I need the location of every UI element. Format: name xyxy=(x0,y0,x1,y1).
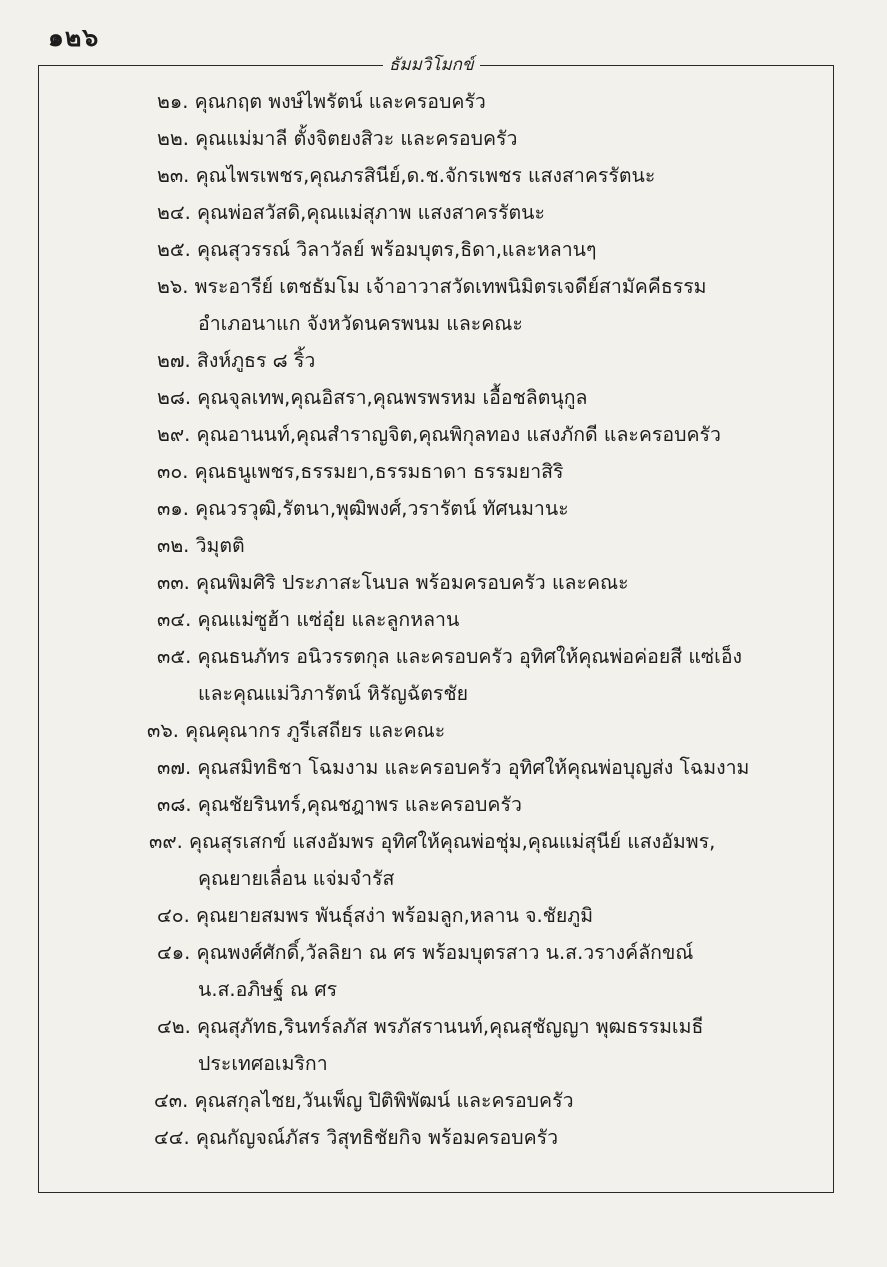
list-item xyxy=(0,268,887,342)
list-item xyxy=(0,379,887,416)
donor-list xyxy=(0,83,887,1156)
entry-line: ๔๒. คุณสุภัทธ,รินทร์ลภัส พรภัสรานนท์,คุณสุชัญญา พุฒธรรมเมธี xyxy=(157,1015,704,1038)
entry-line: ๒๙. คุณอานนท์,คุณสำราญจิต,คุณพิกุลทอง แสงภักดี และครอบครัว xyxy=(157,423,721,446)
list-item xyxy=(0,342,887,379)
entry-line: ๓๘. คุณชัยรินทร์,คุณชฎาพร และครอบครัว xyxy=(157,793,522,816)
entry-line: ๓๒. วิมุตติ xyxy=(157,534,245,557)
header-title: ธัมมวิโมกข์ xyxy=(383,54,480,76)
entry-line: ๔๔. คุณกัญจณ์ภัสร วิสุทธิชัยกิจ พร้อมครอบครัว xyxy=(154,1126,559,1149)
entry-line: ๓๐. คุณธนูเพชร,ธรรมยา,ธรรมธาดา ธรรมยาสิริ xyxy=(157,460,564,483)
entry-line: ๓๗. คุณสมิทธิชา โฉมงาม และครอบครัว อุทิศให้คุณพ่อบุญส่ง โฉมงาม xyxy=(157,756,750,779)
list-item xyxy=(0,194,887,231)
list-item xyxy=(0,231,887,268)
entry-line: ๓๔. คุณแม่ซูฮ้า แซ่อุ๋ย และลูกหลาน xyxy=(157,608,460,631)
list-item xyxy=(0,83,887,120)
entry-line: ๒๓. คุณไพรเพชร,คุณภรสินีย์,ด.ช.จักรเพชร แสงสาครรัตนะ xyxy=(157,164,656,187)
entry-line: ๓๖. คุณคุณากร ภูรีเสถียร และคณะ xyxy=(147,719,446,742)
entry-line: ๒๕. คุณสุวรรณ์ วิลาวัลย์ พร้อมบุตร,ธิดา,และหลานๆ xyxy=(157,238,597,261)
entry-line: ๒๔. คุณพ่อสวัสดิ,คุณแม่สุภาพ แสงสาครรัตนะ xyxy=(157,201,545,224)
entry-line: ๔๐. คุณยายสมพร พันธุ์สง่า พร้อมลูก,หลาน จ.ชัยภูมิ xyxy=(157,904,594,927)
entry-line: ๓๑. คุณวรวุฒิ,รัตนา,พุฒิพงศ์,วรารัตน์ ทัศนมานะ xyxy=(157,497,569,520)
list-item xyxy=(0,638,887,712)
entry-continuation: น.ส.อภิษฐ์ ณ ศร xyxy=(198,978,338,1001)
list-item xyxy=(0,453,887,490)
list-item xyxy=(0,1008,887,1082)
list-item xyxy=(0,490,887,527)
list-item xyxy=(0,120,887,157)
entry-line: ๒๘. คุณจุลเทพ,คุณอิสรา,คุณพรพรหม เอื้อชลิตนุกูล xyxy=(157,386,588,409)
list-item xyxy=(0,712,887,749)
entry-continuation: ประเทศอเมริกา xyxy=(198,1052,328,1075)
entry-line: ๒๒. คุณแม่มาลี ตั้งจิตยงสิวะ และครอบครัว xyxy=(157,127,518,150)
list-item xyxy=(0,786,887,823)
list-item xyxy=(0,897,887,934)
entry-continuation: คุณยายเลื่อน แจ่มจำรัส xyxy=(198,867,395,890)
entry-line: ๒๑. คุณกฤต พงษ์ไพรัตน์ และครอบครัว xyxy=(157,90,486,113)
list-item xyxy=(0,157,887,194)
page-number: ๑๒๖ xyxy=(48,23,100,52)
entry-continuation: อำเภอนาแก จังหวัดนครพนม และคณะ xyxy=(198,312,523,335)
entry-continuation: และคุณแม่วิภารัตน์ หิรัญฉัตรชัย xyxy=(198,682,468,705)
list-item xyxy=(0,601,887,638)
list-item xyxy=(0,934,887,1008)
list-item xyxy=(0,823,887,897)
list-item xyxy=(0,1082,887,1119)
entry-line: ๒๗. สิงห์ภูธร ๘ ริ้ว xyxy=(157,349,316,372)
entry-line: ๓๕. คุณธนภัทร อนิวรรตกุล และครอบครัว อุทิศให้คุณพ่อค่อยสี แซ่เอ็ง xyxy=(157,645,743,668)
list-item xyxy=(0,749,887,786)
entry-line: ๔๓. คุณสกุลไชย,วันเพ็ญ ปิติพิพัฒน์ และครอบครัว xyxy=(154,1089,574,1112)
list-item xyxy=(0,416,887,453)
entry-line: ๓๓. คุณพิมศิริ ประภาสะโนบล พร้อมครอบครัว และคณะ xyxy=(157,571,629,594)
list-item xyxy=(0,1119,887,1156)
entry-line: ๔๑. คุณพงศ์ศักดิ์,วัลลิยา ณ ศร พร้อมบุตรสาว น.ส.วรางค์ลักขณ์ xyxy=(157,941,694,964)
entry-line: ๒๖. พระอารีย์ เตชธัมโม เจ้าอาวาสวัดเทพนิมิตรเจดีย์สามัคคีธรรม xyxy=(157,275,707,298)
entry-line: ๓๙. คุณสุรเสกข์ แสงอัมพร อุทิศให้คุณพ่อชุ่ม,คุณแม่สุนีย์ แสงอัมพร, xyxy=(149,830,716,853)
list-item xyxy=(0,564,887,601)
list-item xyxy=(0,527,887,564)
